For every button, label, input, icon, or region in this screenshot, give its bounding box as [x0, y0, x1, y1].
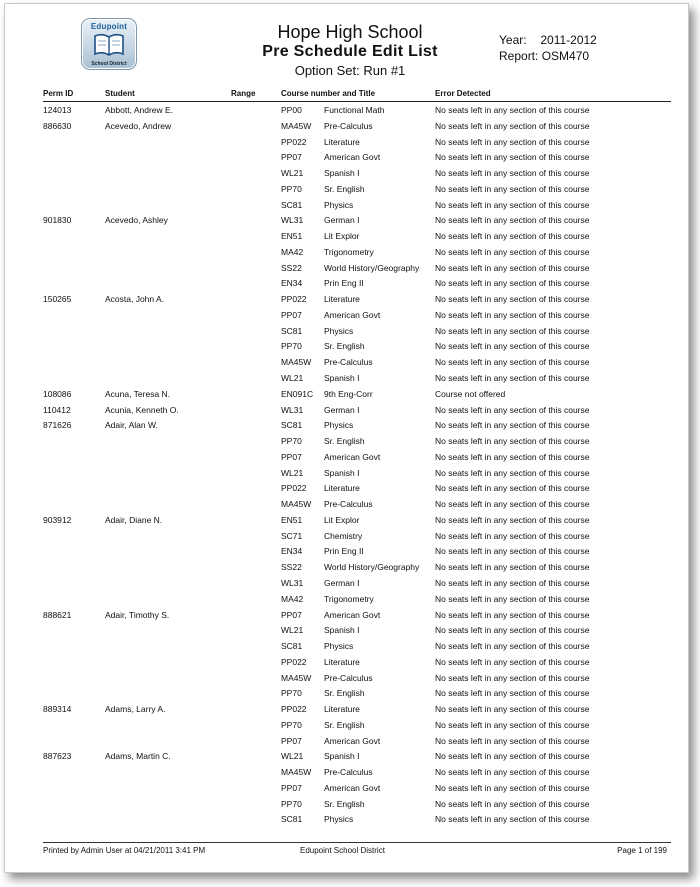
- table-row: [43, 433, 673, 449]
- logo-brand-text: Edupoint: [90, 22, 128, 31]
- course-code-cell: WL31: [281, 215, 304, 226]
- course-code-cell: PP022: [281, 294, 307, 305]
- course-title-cell: Sr. English: [324, 688, 365, 699]
- table-row: [43, 228, 673, 244]
- error-cell: No seats left in any section of this course: [435, 341, 590, 352]
- student-name-cell: Acosta, John A.: [105, 294, 165, 305]
- error-cell: No seats left in any section of this course: [435, 325, 590, 336]
- course-code-cell: PP70: [281, 688, 302, 699]
- table-row: [43, 307, 673, 323]
- book-icon: [93, 33, 125, 57]
- table-row: [43, 402, 673, 418]
- course-code-cell: SC81: [281, 325, 303, 336]
- student-name-cell: Adair, Timothy S.: [105, 609, 170, 620]
- perm-id-cell: 903912: [43, 514, 72, 525]
- error-cell: No seats left in any section of this course: [435, 168, 590, 179]
- error-cell: No seats left in any section of this course: [435, 404, 590, 415]
- table-row: [43, 607, 673, 623]
- page-footer: [43, 846, 673, 858]
- report-rows: [43, 102, 673, 827]
- error-cell: No seats left in any section of this course: [435, 593, 590, 604]
- perm-id-cell: 889314: [43, 704, 72, 715]
- course-title-cell: World History/Geography: [324, 562, 420, 573]
- error-cell: No seats left in any section of this course: [435, 483, 590, 494]
- table-row: [43, 733, 673, 749]
- course-code-cell: SC71: [281, 530, 303, 541]
- course-code-cell: PP00: [281, 105, 302, 115]
- table-row: [43, 417, 673, 433]
- course-title-cell: Sr. English: [324, 719, 365, 730]
- report-label: Report:: [499, 49, 539, 63]
- error-cell: No seats left in any section of this course: [435, 262, 590, 273]
- course-title-cell: Physics: [324, 420, 354, 431]
- school-name: Hope High School: [277, 22, 423, 42]
- course-code-cell: MA45W: [281, 767, 312, 778]
- error-cell: No seats left in any section of this course: [435, 467, 590, 478]
- table-row: [43, 275, 673, 291]
- year-line: [499, 32, 597, 48]
- course-code-cell: PP70: [281, 719, 302, 730]
- table-row: [43, 685, 673, 701]
- course-code-cell: WL21: [281, 751, 304, 762]
- student-name-cell: Adams, Martin C.: [105, 751, 171, 762]
- course-title-cell: Pre-Calculus: [324, 357, 373, 368]
- course-code-cell: EN34: [281, 546, 303, 557]
- error-cell: No seats left in any section of this course: [435, 577, 590, 588]
- course-code-cell: WL21: [281, 373, 304, 384]
- error-cell: No seats left in any section of this course: [435, 420, 590, 431]
- course-title-cell: 9th Eng-Corr: [324, 388, 373, 399]
- error-cell: No seats left in any section of this course: [435, 609, 590, 620]
- option-set: Option Set: Run #1: [294, 63, 406, 78]
- course-title-cell: Pre-Calculus: [324, 499, 373, 510]
- error-cell: No seats left in any section of this course: [435, 136, 590, 147]
- course-title-cell: American Govt: [324, 735, 381, 746]
- table-row: [43, 543, 673, 559]
- course-code-cell: PP07: [281, 309, 302, 320]
- course-title-cell: Spanish I: [324, 751, 360, 762]
- edupoint-logo: [81, 18, 137, 70]
- course-title-cell: Sr. English: [324, 436, 365, 447]
- course-code-cell: MA45W: [281, 357, 312, 368]
- error-cell: No seats left in any section of this course: [435, 641, 590, 652]
- course-code-cell: WL21: [281, 168, 304, 179]
- table-row: [43, 465, 673, 481]
- course-title-cell: American Govt: [324, 609, 381, 620]
- error-cell: No seats left in any section of this course: [435, 562, 590, 573]
- table-row: [43, 449, 673, 465]
- course-title-cell: Physics: [324, 641, 354, 652]
- report-page: [4, 3, 689, 873]
- error-cell: No seats left in any section of this course: [435, 688, 590, 699]
- table-row: [43, 118, 673, 134]
- error-cell: No seats left in any section of this course: [435, 719, 590, 730]
- report-title-block: [225, 23, 475, 77]
- error-cell: No seats left in any section of this course: [435, 436, 590, 447]
- course-code-cell: PP07: [281, 451, 302, 462]
- course-title-cell: Pre-Calculus: [324, 120, 373, 131]
- table-row: [43, 780, 673, 796]
- table-row: [43, 149, 673, 165]
- table-row: [43, 354, 673, 370]
- student-name-cell: Abbott, Andrew E.: [105, 105, 174, 115]
- course-title-cell: Sr. English: [324, 341, 365, 352]
- error-cell: No seats left in any section of this course: [435, 751, 590, 762]
- table-row: [43, 323, 673, 339]
- perm-id-cell: 108086: [43, 388, 72, 399]
- error-cell: No seats left in any section of this course: [435, 373, 590, 384]
- course-title-cell: Prin Eng II: [324, 278, 364, 289]
- error-cell: No seats left in any section of this course: [435, 546, 590, 557]
- course-code-cell: PP07: [281, 735, 302, 746]
- table-row: [43, 811, 673, 827]
- col-header-student: Student: [105, 89, 135, 98]
- course-title-cell: Literature: [324, 656, 360, 667]
- report-title: Pre Schedule Edit List: [262, 43, 438, 60]
- course-title-cell: Spanish I: [324, 625, 360, 636]
- error-cell: No seats left in any section of this course: [435, 294, 590, 305]
- course-code-cell: EN51: [281, 231, 303, 242]
- student-name-cell: Acevedo, Andrew: [105, 120, 172, 131]
- error-cell: No seats left in any section of this course: [435, 672, 590, 683]
- course-title-cell: Functional Math: [324, 105, 385, 115]
- error-cell: No seats left in any section of this course: [435, 309, 590, 320]
- error-cell: Course not offered: [435, 388, 506, 399]
- course-title-cell: Spanish I: [324, 168, 360, 179]
- perm-id-cell: 150265: [43, 294, 72, 305]
- course-title-cell: American Govt: [324, 152, 381, 163]
- course-title-cell: Spanish I: [324, 373, 360, 384]
- course-code-cell: PP70: [281, 436, 302, 447]
- table-row: [43, 717, 673, 733]
- course-code-cell: PP07: [281, 782, 302, 793]
- report-id-line: [499, 48, 597, 64]
- error-cell: No seats left in any section of this course: [435, 798, 590, 809]
- course-code-cell: SC81: [281, 814, 303, 825]
- course-code-cell: SC81: [281, 420, 303, 431]
- error-cell: No seats left in any section of this course: [435, 704, 590, 715]
- error-cell: No seats left in any section of this course: [435, 782, 590, 793]
- table-row: [43, 212, 673, 228]
- table-row: [43, 134, 673, 150]
- error-cell: No seats left in any section of this course: [435, 656, 590, 667]
- error-cell: No seats left in any section of this course: [435, 357, 590, 368]
- course-code-cell: PP07: [281, 609, 302, 620]
- course-code-cell: MA45W: [281, 120, 312, 131]
- course-code-cell: SC81: [281, 641, 303, 652]
- printed-by: Printed by Admin User at 04/21/2011 3:41 PM: [43, 846, 206, 855]
- perm-id-cell: 871626: [43, 420, 72, 431]
- student-name-cell: Acunia, Kenneth O.: [105, 404, 179, 415]
- course-code-cell: MA42: [281, 593, 304, 604]
- error-cell: No seats left in any section of this course: [435, 767, 590, 778]
- course-code-cell: SS22: [281, 562, 302, 573]
- course-code-cell: EN51: [281, 514, 303, 525]
- course-title-cell: Sr. English: [324, 183, 365, 194]
- course-title-cell: Sr. English: [324, 798, 365, 809]
- course-code-cell: SS22: [281, 262, 302, 273]
- perm-id-cell: 901830: [43, 215, 72, 226]
- course-title-cell: Lit Explor: [324, 231, 360, 242]
- error-cell: No seats left in any section of this course: [435, 183, 590, 194]
- table-row: [43, 764, 673, 780]
- table-row: [43, 512, 673, 528]
- course-code-cell: PP70: [281, 183, 302, 194]
- course-title-cell: American Govt: [324, 309, 381, 320]
- district-name: Edupoint School District: [300, 846, 385, 855]
- error-cell: No seats left in any section of this course: [435, 215, 590, 226]
- course-code-cell: EN091C: [281, 388, 314, 399]
- table-row: [43, 796, 673, 812]
- table-row: [43, 197, 673, 213]
- course-title-cell: German I: [324, 577, 360, 588]
- course-code-cell: PP022: [281, 704, 307, 715]
- col-header-perm-id: Perm ID: [43, 89, 74, 98]
- course-title-cell: German I: [324, 215, 360, 226]
- perm-id-cell: 886630: [43, 120, 72, 131]
- course-title-cell: Trigonometry: [324, 246, 374, 257]
- error-cell: No seats left in any section of this course: [435, 246, 590, 257]
- table-row: [43, 528, 673, 544]
- course-title-cell: Spanish I: [324, 467, 360, 478]
- page-number: Page 1 of 199: [617, 846, 667, 855]
- course-title-cell: Pre-Calculus: [324, 767, 373, 778]
- course-code-cell: WL21: [281, 625, 304, 636]
- table-row: [43, 575, 673, 591]
- table-row: [43, 165, 673, 181]
- course-code-cell: PP70: [281, 341, 302, 352]
- course-title-cell: Physics: [324, 325, 354, 336]
- course-title-cell: Literature: [324, 483, 360, 494]
- course-code-cell: MA45W: [281, 499, 312, 510]
- error-cell: No seats left in any section of this course: [435, 278, 590, 289]
- perm-id-cell: 888621: [43, 609, 72, 620]
- perm-id-cell: 110412: [43, 404, 71, 415]
- error-cell: No seats left in any section of this course: [435, 152, 590, 163]
- error-cell: No seats left in any section of this course: [435, 625, 590, 636]
- error-cell: No seats left in any section of this course: [435, 120, 590, 131]
- perm-id-cell: 887623: [43, 751, 72, 762]
- error-cell: No seats left in any section of this course: [435, 199, 590, 210]
- col-header-course: Course number and Title: [281, 89, 376, 98]
- course-title-cell: Chemistry: [324, 530, 363, 541]
- table-row: [43, 638, 673, 654]
- course-code-cell: PP07: [281, 152, 302, 163]
- table-row: [43, 291, 673, 307]
- error-cell: No seats left in any section of this course: [435, 499, 590, 510]
- student-name-cell: Adair, Alan W.: [105, 420, 158, 431]
- course-title-cell: German I: [324, 404, 360, 415]
- perm-id-cell: 124013: [43, 105, 72, 115]
- course-title-cell: Physics: [324, 199, 354, 210]
- table-row: [43, 338, 673, 354]
- course-code-cell: PP022: [281, 656, 307, 667]
- error-cell: No seats left in any section of this course: [435, 451, 590, 462]
- course-title-cell: American Govt: [324, 782, 381, 793]
- course-code-cell: WL31: [281, 577, 304, 588]
- error-cell: No seats left in any section of this course: [435, 735, 590, 746]
- course-title-cell: Literature: [324, 704, 360, 715]
- table-row: [43, 496, 673, 512]
- error-cell: No seats left in any section of this course: [435, 814, 590, 825]
- course-code-cell: MA45W: [281, 672, 312, 683]
- table-row: [43, 480, 673, 496]
- course-title-cell: Lit Explor: [324, 514, 360, 525]
- table-row: [43, 102, 673, 118]
- table-row: [43, 670, 673, 686]
- table-row: [43, 181, 673, 197]
- course-code-cell: SC81: [281, 199, 303, 210]
- table-row: [43, 559, 673, 575]
- error-cell: No seats left in any section of this course: [435, 514, 590, 525]
- year-label: Year:: [499, 33, 527, 47]
- footer-divider: [43, 842, 671, 843]
- table-row: [43, 260, 673, 276]
- error-cell: No seats left in any section of this course: [435, 105, 590, 115]
- error-cell: No seats left in any section of this course: [435, 530, 590, 541]
- table-row: [43, 748, 673, 764]
- column-headers: [43, 89, 673, 101]
- course-code-cell: WL21: [281, 467, 304, 478]
- col-header-error: Error Detected: [435, 89, 491, 98]
- course-code-cell: PP022: [281, 136, 307, 147]
- course-code-cell: PP022: [281, 483, 307, 494]
- student-name-cell: Acuna, Teresa N.: [105, 388, 171, 399]
- course-title-cell: Literature: [324, 294, 360, 305]
- course-title-cell: Prin Eng II: [324, 546, 364, 557]
- col-header-range: Range: [231, 89, 256, 98]
- course-code-cell: WL31: [281, 404, 304, 415]
- table-row: [43, 622, 673, 638]
- year-value: 2011-2012: [540, 33, 597, 47]
- course-code-cell: EN34: [281, 278, 303, 289]
- table-row: [43, 370, 673, 386]
- table-row: [43, 701, 673, 717]
- course-title-cell: Literature: [324, 136, 360, 147]
- course-title-cell: Trigonometry: [324, 593, 374, 604]
- table-row: [43, 244, 673, 260]
- table-row: [43, 591, 673, 607]
- course-code-cell: PP70: [281, 798, 302, 809]
- student-name-cell: Acevedo, Ashley: [105, 215, 168, 226]
- report-meta: [499, 32, 597, 64]
- course-title-cell: World History/Geography: [324, 262, 420, 273]
- course-title-cell: Physics: [324, 814, 354, 825]
- report-id: OSM470: [541, 49, 590, 63]
- table-row: [43, 386, 673, 402]
- error-cell: No seats left in any section of this course: [435, 231, 590, 242]
- course-title-cell: Pre-Calculus: [324, 672, 373, 683]
- course-title-cell: American Govt: [324, 451, 381, 462]
- student-name-cell: Adair, Diane N.: [105, 514, 163, 525]
- course-code-cell: MA42: [281, 246, 304, 257]
- student-name-cell: Adams, Larry A.: [105, 704, 166, 715]
- logo-subtitle: School District: [91, 61, 127, 67]
- table-row: [43, 654, 673, 670]
